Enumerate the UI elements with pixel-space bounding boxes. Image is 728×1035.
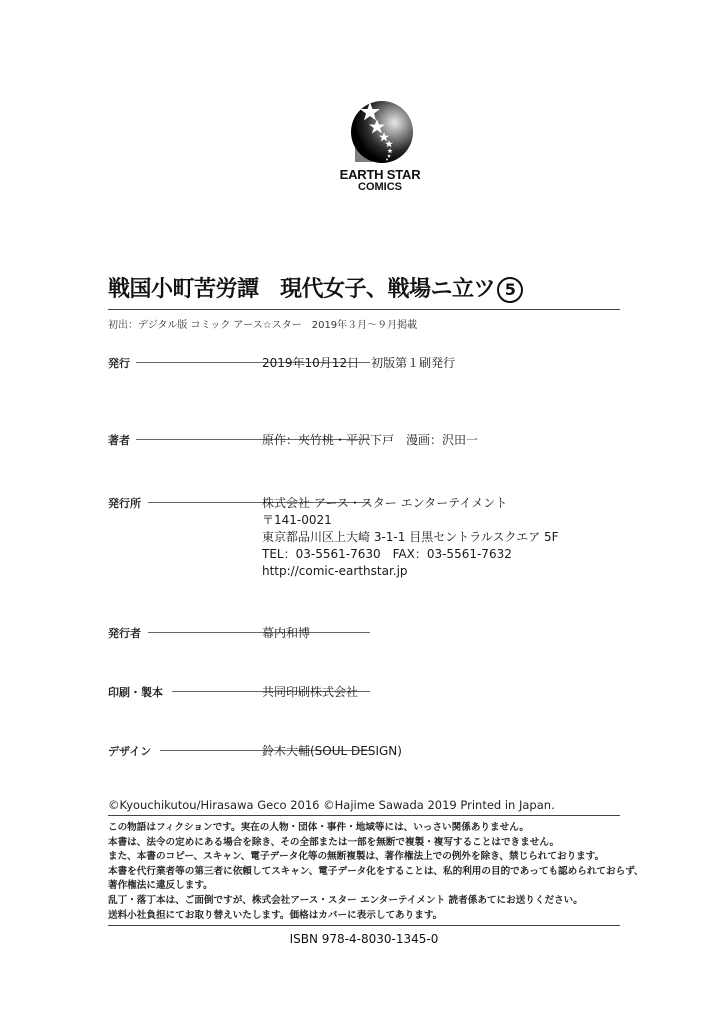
credit-row-printing (108, 684, 628, 700)
postal-code: 〒141-0021 (262, 513, 332, 527)
address: 東京都品川区上大崎 3-1-1 目黒セントラルスクエア 5F (262, 530, 559, 544)
globe-with-stars-icon (345, 96, 415, 166)
logo-line-1: EARTH STAR (339, 167, 421, 182)
website-link[interactable]: http://comic-earthstar.jp (262, 564, 408, 578)
leader-line (148, 632, 370, 633)
legal-notices (108, 821, 644, 923)
notice-line: 送料小社負担にてお取り替えいたします。価格はカバーに表示してあります。 (108, 909, 443, 921)
notice-line: 著作権法に違反します。 (108, 880, 213, 892)
notice-line: 本書は、法令の定めにある場合を除き、その全部または一部を無断で複製・複写することはできません。 (108, 836, 560, 848)
credit-value (262, 625, 310, 642)
credit-value-line: 2019年10月12日 初版第１刷発行 (262, 356, 456, 370)
credit-value (262, 355, 455, 372)
notice-line: 乱丁・落丁本は、ご面倒ですが、株式会社アース・スター エンターテイメント 読者係あてにお送りください。 (108, 894, 583, 906)
book-title (108, 272, 523, 303)
logo-text (330, 168, 430, 193)
credit-label: 印刷・製本 (108, 684, 167, 700)
title-text: 戦国小町苦労譚 現代女子、戦場ニ立ツ (108, 277, 496, 302)
credit-row-publisher (108, 495, 628, 578)
credit-label: 発行所 (108, 495, 145, 511)
notice-line: また、本書のコピー、スキャン、電子データ化等の無断複製は、著作権法上での例外を除き、禁じられております。 (108, 851, 605, 863)
credit-row-issuer (108, 625, 628, 641)
credit-label: 著者 (108, 432, 134, 448)
credit-value-line: 鈴木大輔(SOUL DESIGN) (262, 744, 402, 758)
credit-value-line: 幕内和博 (262, 626, 311, 640)
credit-label: デザイン (108, 743, 155, 759)
first-publication-note: 初出：デジタル版 コミック アース☆スター 2019年３月～９月掲載 (108, 320, 418, 331)
credit-label: 発行者 (108, 625, 145, 641)
credit-value (262, 495, 559, 580)
notice-line: 本書を代行業者等の第三者に依頼してスキャン、電子データ化をすることは、私的利用の目的であっても認められておらず、 (108, 865, 644, 877)
isbn-divider (108, 925, 620, 926)
credit-label: 発行 (108, 355, 134, 371)
volume-number-badge: 5 (497, 277, 523, 303)
copyright-notice: ©Kyouchikutou/Hirasawa Geco 2016 ©Hajime Sawada 2019 Printed in Japan. (108, 798, 555, 812)
phone-fax: TEL：03-5561-7630 FAX：03-5561-7632 (262, 547, 512, 561)
credit-value-line: 原作：夾竹桃・平沢下戸 漫画：沢田一 (262, 433, 479, 447)
credit-row-author (108, 432, 628, 448)
credit-row-issue-date (108, 355, 628, 371)
credit-value (262, 432, 478, 449)
notice-line: この物語はフィクションです。実在の人物・団体・事件・地域等には、いっさい関係ありません。 (108, 822, 529, 833)
publisher-name: 株式会社 アース・スター エンターテイメント (262, 496, 508, 510)
title-divider (108, 309, 620, 310)
credit-value-line: 共同印刷株式会社 (262, 685, 359, 699)
credit-value (262, 743, 402, 760)
credit-row-design (108, 743, 628, 759)
credit-value (262, 684, 358, 701)
publisher-logo (330, 96, 430, 193)
logo-line-2: COMICS (358, 180, 402, 193)
copyright-divider (108, 815, 620, 816)
isbn-number: ISBN 978-4-8030-1345-0 (289, 932, 439, 946)
